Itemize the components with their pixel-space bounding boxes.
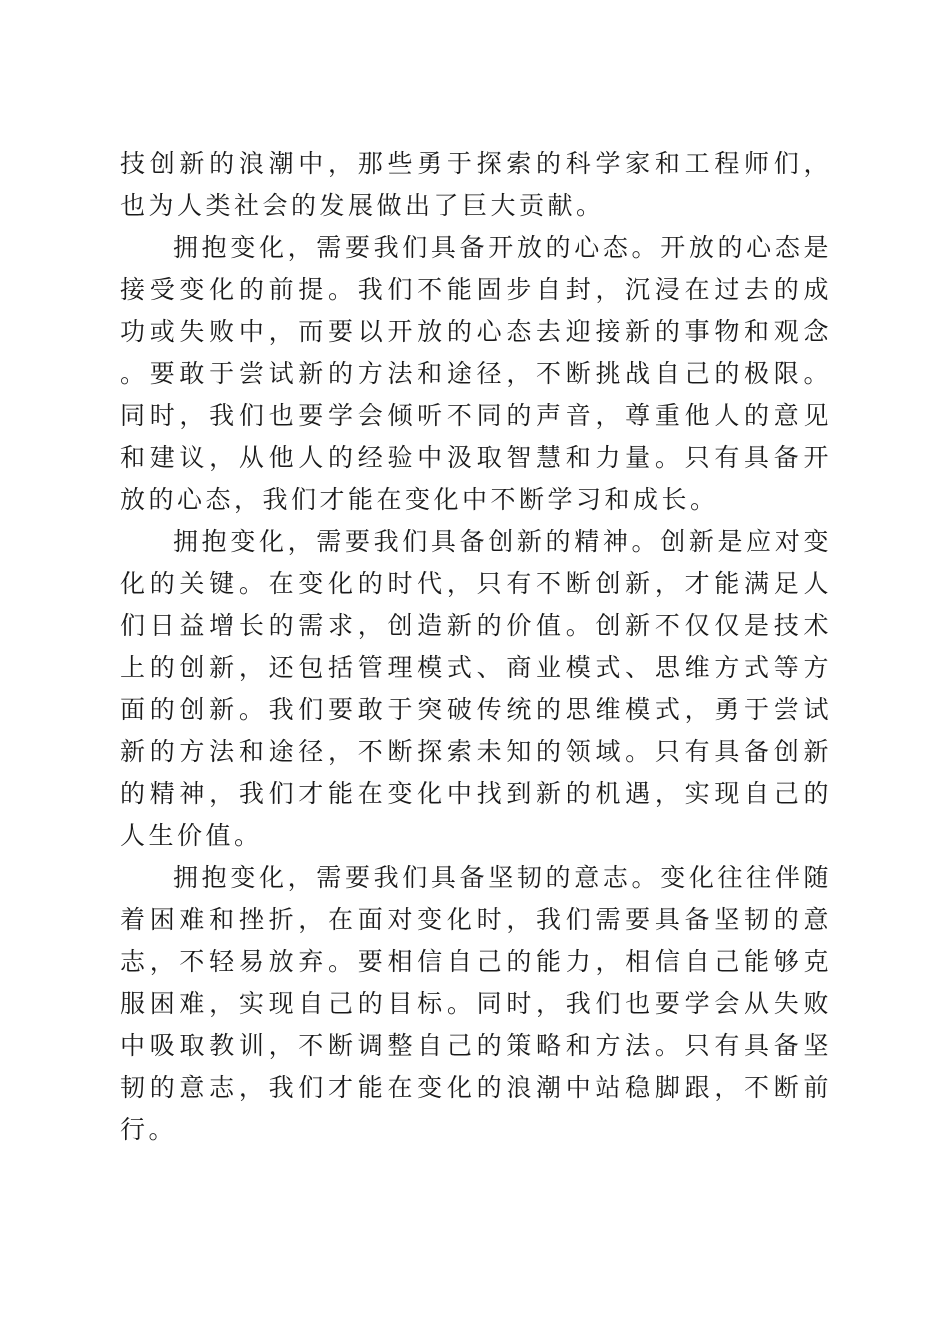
paragraph-open-mindset: 拥抱变化，需要我们具备开放的心态。开放的心态是接受变化的前提。我们不能固步自封，沉浸在过去的成功或失败中，而要以开放的心态去迎接新的事物和观念。要敢于尝试新的方法和途径，不断挑战自己的极限。同时，我们也要学会倾听不同的声音，尊重他人的意见和建议，从他人的经验中汲取智慧和力量。只有具备开放的心态，我们才能在变化中不断学习和成长。 — [120, 233, 832, 514]
document-body — [120, 143, 832, 1151]
paragraph-innovation-spirit: 拥抱变化，需要我们具备创新的精神。创新是应对变化的关键。在变化的时代，只有不断创新，才能满足人们日益增长的需求，创造新的价值。创新不仅仅是技术上的创新，还包括管理模式、商业模式、思维方式等方面的创新。我们要敢于突破传统的思维模式，勇于尝试新的方法和途径，不断探索未知的领域。只有具备创新的精神，我们才能在变化中找到新的机遇，实现自己的人生价值。 — [120, 527, 832, 850]
paragraph-continuation: 技创新的浪潮中，那些勇于探索的科学家和工程师们，也为人类社会的发展做出了巨大贡献。 — [120, 149, 832, 220]
paragraph-tenacious-will: 拥抱变化，需要我们具备坚韧的意志。变化往往伴随着困难和挫折，在面对变化时，我们需要具备坚韧的意志，不轻易放弃。要相信自己的能力，相信自己能够克服困难，实现自己的目标。同时，我们也要学会从失败中吸取教训，不断调整自己的策略和方法。只有具备坚韧的意志，我们才能在变化的浪潮中站稳脚跟，不断前行。 — [120, 863, 832, 1144]
